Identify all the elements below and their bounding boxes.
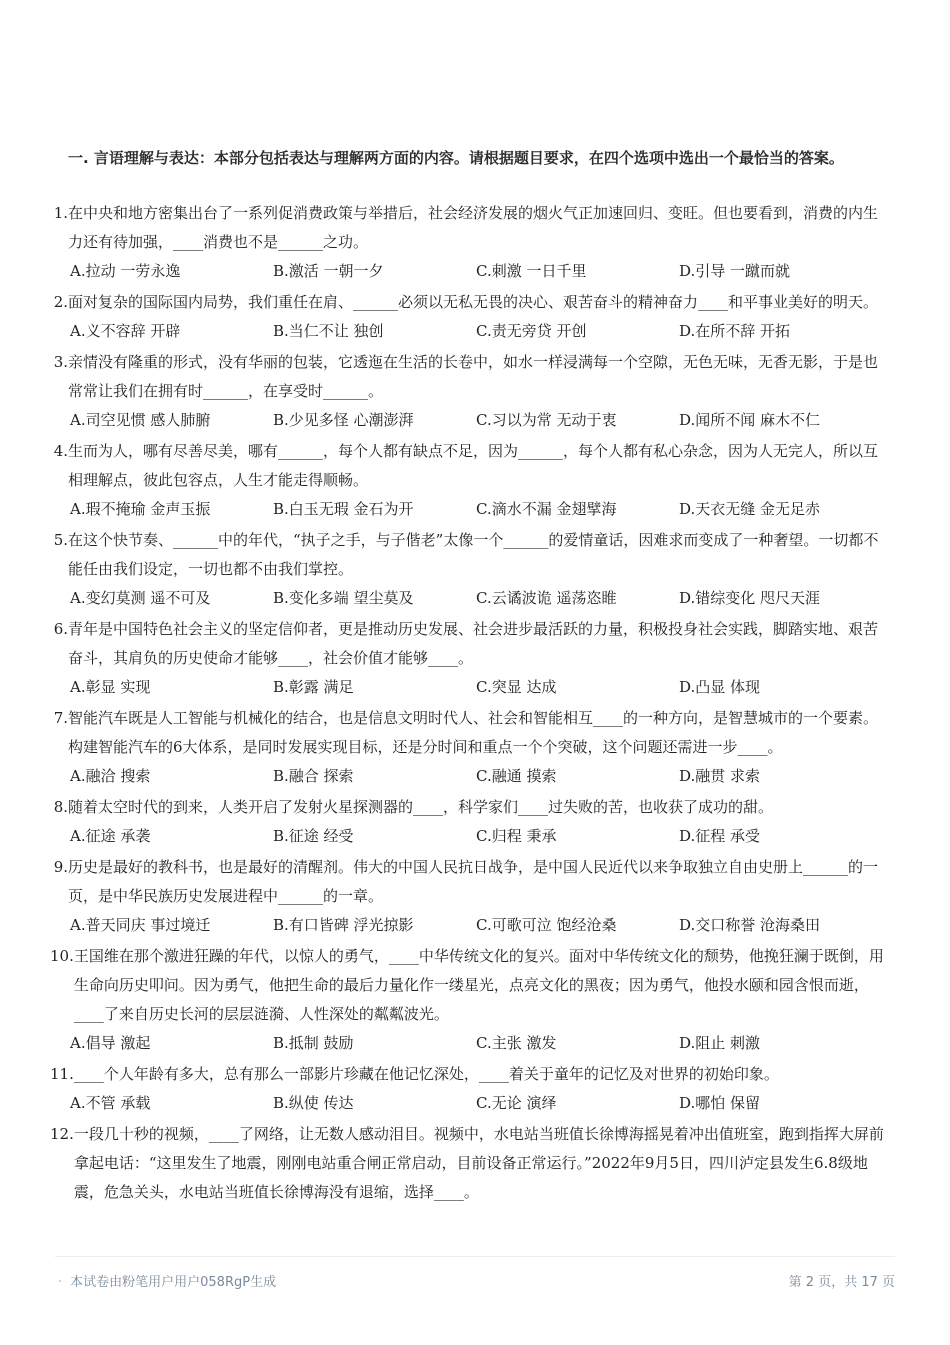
answer-option: C.无论 演绎	[476, 1094, 557, 1112]
answer-option: C.主张 激发	[476, 1034, 557, 1052]
answer-option: C.习以为常 无动于衷	[476, 411, 617, 429]
answer-option: A.彰显 实现	[70, 678, 151, 696]
question-text: 历史是最好的教科书，也是最好的清醒剂。伟大的中国人民抗日战争，是中国人民近代以来争取独立自由史册上______的一页，是中华民族历史发展进程中______的一章。	[68, 858, 879, 905]
answer-options	[50, 257, 890, 286]
question-text: 随着太空时代的到来，人类开启了发射火星探测器的____，科学家们____过失败的苦，也收获了成功的甜。	[68, 798, 774, 816]
question-text: 一段几十秒的视频，____了网络，让无数人感动泪目。视频中，水电站当班值长徐博海摇晃着冲出值班室，跑到指挥大屏前拿起电话：“这里发生了地震，刚刚电站重合闸正常启动，目前设备正常运行。”2022年9月5日，四川泸定县发生6.8级地震，危急关头，水电站当班值长徐博海没有退缩，选择____。	[73, 1125, 884, 1201]
answer-option: B.抵制 鼓励	[273, 1034, 354, 1052]
answer-options	[50, 822, 890, 851]
answer-option: D.交口称誉 沧海桑田	[679, 916, 821, 934]
question-text: 王国维在那个激进狂躁的年代，以惊人的勇气，____中华传统文化的复兴。面对中华传统文化的颓势，他挽狂澜于既倒，用生命向历史叩问。因为勇气，他把生命的最后力量化作一缕星光，点亮文化的黑夜；因为勇气，他投水颐和园含恨而逝，____了来自历史长河的层层涟漪、人性深处的粼粼波光。	[73, 947, 884, 1023]
question-item	[50, 526, 890, 613]
answer-option: D.引导 一蹴而就	[679, 262, 791, 280]
question-stem	[50, 1120, 890, 1207]
question-text: 在这个快节奏、______中的年代，“执子之手，与子偕老”太像一个______的爱情童话，因难求而变成了一种奢望。一切都不能任由我们设定，一切也都不由我们掌控。	[68, 531, 879, 578]
section-heading: 一. 言语理解与表达：本部分包括表达与理解两方面的内容。请根据题目要求，在四个选项中选出一个最恰当的答案。	[68, 149, 844, 167]
question-item	[50, 348, 890, 435]
answer-option: A.征途 承袭	[70, 827, 151, 845]
question-number: 7.	[53, 709, 68, 727]
question-item	[50, 1120, 890, 1207]
question-item	[50, 437, 890, 524]
question-number: 8.	[53, 798, 68, 816]
question-number: 2.	[53, 293, 68, 311]
answer-option: D.哪怕 保留	[679, 1094, 761, 1112]
question-text: 在中央和地方密集出台了一系列促消费政策与举措后，社会经济发展的烟火气正加速回归、变旺。但也要看到，消费的内生力还有待加强，____消费也不是______之功。	[68, 204, 879, 251]
question-stem	[50, 1060, 890, 1089]
question-number: 12.	[50, 1125, 74, 1143]
question-text: 智能汽车既是人工智能与机械化的结合，也是信息文明时代人、社会和智能相互____的一种方向，是智慧城市的一个要素。构建智能汽车的6大体系，是同时发展实现目标，还是分时间和重点一个个突破，这个问题还需进一步____。	[68, 709, 879, 756]
answer-options	[50, 495, 890, 524]
answer-option: B.融合 探索	[273, 767, 354, 785]
question-stem	[50, 437, 890, 495]
question-number: 1.	[53, 204, 68, 222]
question-item	[50, 199, 890, 286]
answer-option: D.融贯 求索	[679, 767, 761, 785]
answer-option: D.征程 承受	[679, 827, 761, 845]
answer-options	[50, 584, 890, 613]
answer-option: D.闻所不闻 麻木不仁	[679, 411, 821, 429]
answer-option: B.变化多端 望尘莫及	[273, 589, 414, 607]
question-stem	[50, 942, 890, 1029]
answer-options	[50, 762, 890, 791]
footer-divider	[55, 1256, 895, 1257]
question-item	[50, 942, 890, 1058]
question-number: 3.	[53, 353, 68, 371]
footer-generator-text: 本试卷由粉笔用户用户058RgP生成	[70, 1275, 277, 1290]
answer-options	[50, 911, 890, 940]
answer-option: C.云谲波诡 遥荡恣睢	[476, 589, 617, 607]
question-stem	[50, 288, 890, 317]
answer-option: D.天衣无缝 金无足赤	[679, 500, 821, 518]
answer-option: B.少见多怪 心潮澎湃	[273, 411, 414, 429]
question-item	[50, 704, 890, 791]
footer-generator-note	[58, 1271, 276, 1290]
answer-options	[50, 673, 890, 702]
answer-option: A.拉动 一劳永逸	[70, 262, 181, 280]
answer-options	[50, 1089, 890, 1118]
question-text: 面对复杂的国际国内局势，我们重任在肩、______必须以无私无畏的决心、艰苦奋斗的精神奋力____和平事业美好的明天。	[68, 293, 879, 311]
question-list	[50, 199, 890, 1209]
question-number: 10.	[50, 947, 74, 965]
answer-option: A.瑕不掩瑜 金声玉振	[70, 500, 211, 518]
bullet-icon: ·	[58, 1275, 63, 1290]
question-number: 6.	[53, 620, 68, 638]
answer-option: D.在所不辞 开拓	[679, 322, 791, 340]
answer-option: C.突显 达成	[476, 678, 557, 696]
answer-option: C.融通 摸索	[476, 767, 557, 785]
answer-option: B.白玉无瑕 金石为开	[273, 500, 414, 518]
question-text: 生而为人，哪有尽善尽美，哪有______，每个人都有缺点不足，因为______，每个人都有私心杂念，因为人无完人，所以互相理解点，彼此包容点，人生才能走得顺畅。	[68, 442, 879, 489]
answer-option: D.凸显 体现	[679, 678, 761, 696]
answer-option: D.阻止 刺激	[679, 1034, 761, 1052]
question-stem	[50, 615, 890, 673]
answer-options	[50, 317, 890, 346]
answer-option: A.不管 承载	[70, 1094, 151, 1112]
answer-option: A.义不容辞 开辟	[70, 322, 181, 340]
question-stem	[50, 199, 890, 257]
question-text: ____个人年龄有多大，总有那么一部影片珍藏在他记忆深处，____着关于童年的记忆及对世界的初始印象。	[73, 1065, 779, 1083]
question-number: 11.	[50, 1065, 74, 1083]
question-stem	[50, 348, 890, 406]
question-stem	[50, 853, 890, 911]
answer-option: A.融洽 搜索	[70, 767, 151, 785]
answer-option: B.激活 一朝一夕	[273, 262, 384, 280]
answer-option: B.当仁不让 独创	[273, 322, 384, 340]
answer-options	[50, 1029, 890, 1058]
answer-option: B.彰露 满足	[273, 678, 354, 696]
answer-option: C.责无旁贷 开创	[476, 322, 587, 340]
question-stem	[50, 526, 890, 584]
answer-option: B.有口皆碑 浮光掠影	[273, 916, 414, 934]
answer-option: A.司空见惯 感人肺腑	[70, 411, 211, 429]
question-item	[50, 615, 890, 702]
answer-option: C.可歌可泣 饱经沧桑	[476, 916, 617, 934]
question-stem	[50, 793, 890, 822]
answer-option: A.变幻莫测 遥不可及	[70, 589, 211, 607]
question-item	[50, 853, 890, 940]
answer-option: C.归程 秉承	[476, 827, 557, 845]
question-text: 亲情没有隆重的形式，没有华丽的包装，它透迤在生活的长卷中，如水一样浸满每一个空隙，无色无味，无香无影，于是也常常让我们在拥有时______，在享受时______。	[68, 353, 879, 400]
question-number: 5.	[53, 531, 68, 549]
answer-option: C.刺激 一日千里	[476, 262, 587, 280]
answer-option: B.征途 经受	[273, 827, 354, 845]
answer-option: B.纵使 传达	[273, 1094, 354, 1112]
question-item	[50, 793, 890, 851]
answer-option: A.倡导 激起	[70, 1034, 151, 1052]
answer-option: A.普天同庆 事过境迁	[70, 916, 211, 934]
answer-option: C.滴水不漏 金翅擘海	[476, 500, 617, 518]
question-item	[50, 1060, 890, 1118]
question-item	[50, 288, 890, 346]
answer-options	[50, 406, 890, 435]
question-stem	[50, 704, 890, 762]
page-indicator: 第 2 页，共 17 页	[788, 1275, 895, 1290]
answer-option: D.错综变化 咫尺天涯	[679, 589, 821, 607]
question-number: 4.	[53, 442, 68, 460]
question-text: 青年是中国特色社会主义的坚定信仰者，更是推动历史发展、社会进步最活跃的力量，积极投身社会实践，脚踏实地、艰苦奋斗，其肩负的历史使命才能够____，社会价值才能够____。	[68, 620, 879, 667]
question-number: 9.	[53, 858, 68, 876]
